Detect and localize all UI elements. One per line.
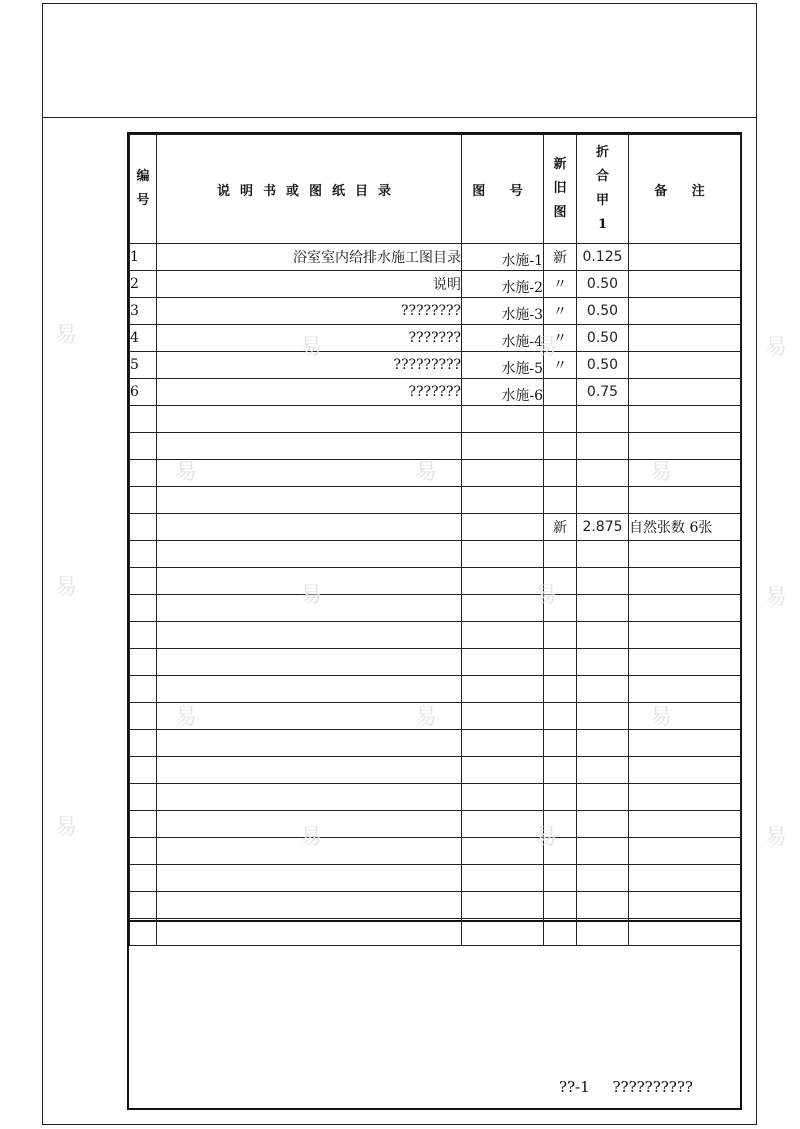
row-drawing-code: [462, 541, 544, 568]
row-number: 5: [130, 352, 157, 379]
table-row: [130, 811, 741, 838]
row-equivalent: [577, 703, 629, 730]
row-new-old: [544, 541, 577, 568]
row-number: [130, 595, 157, 622]
row-title: ???????: [157, 325, 462, 352]
row-number: [130, 757, 157, 784]
row-number: [130, 487, 157, 514]
table-header-row: [130, 135, 741, 244]
row-new-old: 新: [544, 244, 577, 271]
row-number: [130, 730, 157, 757]
row-remarks: [629, 352, 741, 379]
table-row: [130, 379, 741, 406]
header-remarks: 备 注: [629, 135, 741, 244]
table-row: [130, 406, 741, 433]
row-remarks: [629, 676, 741, 703]
header-title: 说明书或图纸目录: [157, 135, 462, 244]
row-equivalent: 0.50: [577, 271, 629, 298]
row-new-old: [544, 595, 577, 622]
row-title: 浴室室内给排水施工图目录: [157, 244, 462, 271]
row-remarks: [629, 649, 741, 676]
watermark-glyph: 易: [535, 583, 558, 608]
row-new-old: 〃: [544, 298, 577, 325]
row-remarks: [629, 757, 741, 784]
row-new-old: [544, 406, 577, 433]
row-remarks: [629, 892, 741, 919]
row-equivalent: 2.875: [577, 514, 629, 541]
row-title: [157, 676, 462, 703]
row-title: [157, 919, 462, 946]
row-drawing-code: [462, 568, 544, 595]
row-new-old: 新: [544, 514, 577, 541]
row-equivalent: 0.50: [577, 298, 629, 325]
row-equivalent: [577, 622, 629, 649]
row-title: [157, 730, 462, 757]
row-remarks: [629, 622, 741, 649]
row-drawing-code: 水施-5: [462, 352, 544, 379]
row-equivalent: [577, 595, 629, 622]
row-title: [157, 784, 462, 811]
row-drawing-code: [462, 622, 544, 649]
watermark-glyph: 易: [300, 583, 323, 608]
watermark-glyph: 易: [55, 815, 78, 840]
row-title: ???????: [157, 379, 462, 406]
row-title: ?????????: [157, 352, 462, 379]
table-row: [130, 676, 741, 703]
row-number: 1: [130, 244, 157, 271]
row-remarks: [629, 541, 741, 568]
row-number: [130, 919, 157, 946]
table-row: [130, 892, 741, 919]
table-row: [130, 244, 741, 271]
row-drawing-code: [462, 730, 544, 757]
row-new-old: [544, 730, 577, 757]
row-equivalent: 0.50: [577, 352, 629, 379]
row-new-old: [544, 433, 577, 460]
row-drawing-code: 水施-3: [462, 298, 544, 325]
row-equivalent: [577, 541, 629, 568]
row-number: [130, 865, 157, 892]
row-number: [130, 676, 157, 703]
row-title: [157, 865, 462, 892]
row-number: [130, 811, 157, 838]
row-number: [130, 784, 157, 811]
row-number: [130, 622, 157, 649]
row-equivalent: [577, 676, 629, 703]
row-drawing-code: [462, 433, 544, 460]
watermark-glyph: 易: [300, 825, 323, 850]
row-number: [130, 838, 157, 865]
watermark-glyph: 易: [650, 705, 673, 730]
row-number: [130, 406, 157, 433]
table-body: [130, 244, 741, 946]
table-row: [130, 271, 741, 298]
row-drawing-code: [462, 595, 544, 622]
row-new-old: 〃: [544, 271, 577, 298]
row-title: [157, 514, 462, 541]
row-equivalent: [577, 838, 629, 865]
row-drawing-code: 水施-1: [462, 244, 544, 271]
row-number: [130, 433, 157, 460]
table-row: [130, 595, 741, 622]
row-title: [157, 595, 462, 622]
row-remarks: [629, 703, 741, 730]
row-remarks: [629, 838, 741, 865]
row-new-old: [544, 757, 577, 784]
watermark-glyph: 易: [535, 335, 558, 360]
row-new-old: [544, 703, 577, 730]
watermark-glyph: 易: [300, 335, 323, 360]
row-remarks: [629, 865, 741, 892]
row-drawing-code: [462, 460, 544, 487]
row-remarks: [629, 919, 741, 946]
row-title: ????????: [157, 298, 462, 325]
row-equivalent: [577, 811, 629, 838]
watermark-glyph: 易: [175, 460, 198, 485]
row-drawing-code: [462, 919, 544, 946]
row-new-old: [544, 892, 577, 919]
row-new-old: [544, 865, 577, 892]
watermark-glyph: 易: [415, 705, 438, 730]
header-drawing-code: 图 号: [462, 135, 544, 244]
row-new-old: [544, 784, 577, 811]
row-title: [157, 487, 462, 514]
sheet-code: ??-1: [559, 1078, 590, 1096]
row-equivalent: [577, 865, 629, 892]
row-new-old: [544, 811, 577, 838]
title-block-divider: [129, 920, 740, 922]
row-drawing-code: [462, 487, 544, 514]
row-remarks: [629, 379, 741, 406]
row-new-old: [544, 568, 577, 595]
row-drawing-code: [462, 406, 544, 433]
row-equivalent: [577, 649, 629, 676]
row-drawing-code: [462, 838, 544, 865]
watermark-glyph: 易: [765, 585, 788, 610]
row-title: [157, 649, 462, 676]
watermark-glyph: 易: [535, 825, 558, 850]
table-row: [130, 838, 741, 865]
row-new-old: [544, 379, 577, 406]
row-drawing-code: [462, 865, 544, 892]
table-row: [130, 433, 741, 460]
row-equivalent: [577, 784, 629, 811]
row-equivalent: [577, 568, 629, 595]
table-row: [130, 784, 741, 811]
row-new-old: [544, 622, 577, 649]
row-drawing-code: [462, 784, 544, 811]
table-row: [130, 622, 741, 649]
table-row: [130, 487, 741, 514]
row-number: [130, 460, 157, 487]
row-remarks: [629, 271, 741, 298]
row-remarks: [629, 784, 741, 811]
row-new-old: [544, 676, 577, 703]
row-drawing-code: [462, 892, 544, 919]
watermark-glyph: 易: [765, 335, 788, 360]
row-remarks: [629, 325, 741, 352]
row-remarks: [629, 487, 741, 514]
row-remarks: [629, 406, 741, 433]
header-new-old: 新旧图: [544, 135, 577, 244]
row-new-old: [544, 838, 577, 865]
row-equivalent: [577, 433, 629, 460]
row-drawing-code: [462, 514, 544, 541]
row-equivalent: [577, 460, 629, 487]
table-row: [130, 352, 741, 379]
row-new-old: [544, 919, 577, 946]
row-remarks: [629, 568, 741, 595]
row-title: [157, 757, 462, 784]
row-title: [157, 892, 462, 919]
row-drawing-code: [462, 757, 544, 784]
row-number: 4: [130, 325, 157, 352]
table-row: [130, 298, 741, 325]
row-number: [130, 568, 157, 595]
table-row: [130, 703, 741, 730]
header-equivalent: 折合甲1: [577, 135, 629, 244]
sheet-name: ??????????: [612, 1078, 693, 1096]
row-new-old: [544, 460, 577, 487]
row-equivalent: 0.125: [577, 244, 629, 271]
watermark-glyph: 易: [55, 575, 78, 600]
row-equivalent: [577, 406, 629, 433]
watermark-glyph: 易: [415, 460, 438, 485]
row-remarks: [629, 460, 741, 487]
row-drawing-code: [462, 811, 544, 838]
row-drawing-code: 水施-6: [462, 379, 544, 406]
row-new-old: [544, 487, 577, 514]
watermark-glyph: 易: [765, 825, 788, 850]
row-title: [157, 406, 462, 433]
row-new-old: 〃: [544, 325, 577, 352]
watermark-glyph: 易: [175, 705, 198, 730]
row-drawing-code: [462, 676, 544, 703]
drawing-catalog-table: [129, 134, 741, 946]
table-row: [130, 460, 741, 487]
table-row: [130, 865, 741, 892]
row-number: [130, 649, 157, 676]
row-drawing-code: [462, 703, 544, 730]
table-row: [130, 730, 741, 757]
row-number: [130, 892, 157, 919]
row-title: [157, 433, 462, 460]
header-number: 编号: [130, 135, 157, 244]
row-title: [157, 460, 462, 487]
watermark-glyph: 易: [650, 460, 673, 485]
table-row: [130, 649, 741, 676]
row-title: [157, 622, 462, 649]
row-equivalent: [577, 730, 629, 757]
watermark-glyph: 易: [55, 323, 78, 348]
row-equivalent: 0.50: [577, 325, 629, 352]
table-row: [130, 919, 741, 946]
table-row: [130, 514, 741, 541]
title-block: [559, 1078, 711, 1096]
row-equivalent: [577, 757, 629, 784]
row-equivalent: [577, 919, 629, 946]
row-remarks: [629, 595, 741, 622]
catalog-sheet: [127, 132, 742, 1110]
row-title: [157, 811, 462, 838]
row-remarks: [629, 244, 741, 271]
row-equivalent: 0.75: [577, 379, 629, 406]
table-row: [130, 757, 741, 784]
row-title: 说明: [157, 271, 462, 298]
row-number: [130, 703, 157, 730]
row-remarks: [629, 433, 741, 460]
row-number: 3: [130, 298, 157, 325]
row-number: [130, 514, 157, 541]
row-number: 2: [130, 271, 157, 298]
row-new-old: 〃: [544, 352, 577, 379]
row-remarks: [629, 298, 741, 325]
row-remarks: 自然张数 6张: [629, 514, 741, 541]
row-title: [157, 541, 462, 568]
row-remarks: [629, 811, 741, 838]
table-row: [130, 568, 741, 595]
row-equivalent: [577, 487, 629, 514]
row-title: [157, 568, 462, 595]
row-equivalent: [577, 892, 629, 919]
table-row: [130, 541, 741, 568]
row-drawing-code: 水施-4: [462, 325, 544, 352]
row-number: 6: [130, 379, 157, 406]
header-divider: [42, 117, 757, 118]
row-number: [130, 541, 157, 568]
row-remarks: [629, 730, 741, 757]
row-drawing-code: [462, 649, 544, 676]
row-new-old: [544, 649, 577, 676]
row-drawing-code: 水施-2: [462, 271, 544, 298]
row-title: [157, 838, 462, 865]
row-title: [157, 703, 462, 730]
table-row: [130, 325, 741, 352]
